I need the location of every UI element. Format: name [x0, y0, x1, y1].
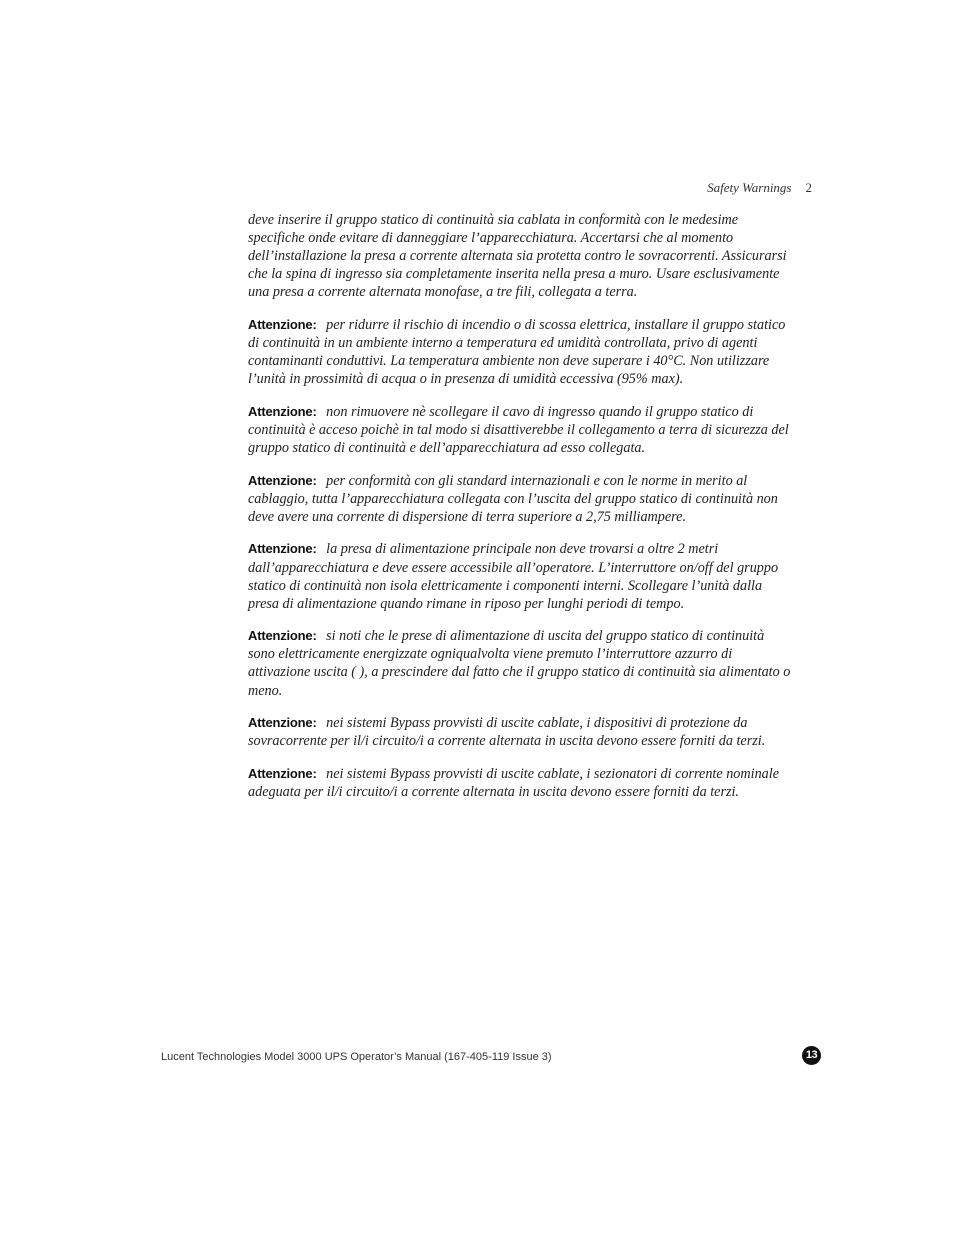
chapter-number: 2 — [805, 180, 812, 195]
warning-paragraph — [248, 714, 793, 750]
warning-text: nei sistemi Bypass provvisti di uscite cablate, i dispositivi di protezione da sovracorrente per il/i circuito/i a corrente alternata in uscita devono essere forniti da terzi. — [248, 715, 766, 750]
document-body — [248, 211, 793, 816]
warning-paragraph — [248, 765, 793, 801]
header-title: Safety Warnings — [707, 180, 792, 195]
warning-text: si noti che le prese di alimentazione di uscita del gruppo statico di continuità sono elettricamente energizzate ogniqualvolta viene premuto l’interruttore azzurro di attivazione uscita ( ), a prescindere dal fatto che il gruppo statico di continuità sia alimentato o meno. — [248, 628, 791, 699]
warning-paragraph — [248, 627, 793, 699]
warning-label: Attenzione: — [248, 765, 317, 781]
warning-label: Attenzione: — [248, 472, 317, 488]
warning-text: nei sistemi Bypass provvisti di uscite cablate, i sezionatori di corrente nominale adeguata per il/i circuito/i a corrente alternata in uscita devono essere forniti da terzi. — [248, 765, 780, 800]
warning-text: per conformità con gli standard internazionali e con le norme in merito al cablaggio, tutta l’apparecchiatura collegata con l’uscita del gruppo statico di continuità non deve avere una corrente di dispersione di terra superiore a 2,75 milliampere. — [248, 472, 778, 525]
intro-paragraph: deve inserire il gruppo statico di continuità sia cablata in conformità con le medesime specifiche onde evitare di danneggiare l’apparecchiatura. Accertarsi che al momento dell’installazione la presa a corrente alternata sia protetta contro le sovracorrenti. Assicurarsi che la spina di ingresso sia completamente inserita nella presa a muro. Usare esclusivamente una presa a corrente alternata monofase, a tre fili, collegata a terra. — [248, 212, 787, 301]
running-header — [707, 180, 812, 196]
warning-label: Attenzione: — [248, 403, 317, 419]
warning-label: Attenzione: — [248, 628, 317, 644]
warning-paragraph — [248, 316, 793, 388]
warning-text: non rimuovere nè scollegare il cavo di ingresso quando il gruppo statico di continuità è acceso poichè in tal modo si disattiverebbe il collegamento a terra di sicurezza del gruppo statico di continuità e dell’apparecchiatura ad esso collegata. — [248, 403, 789, 457]
warning-label: Attenzione: — [248, 316, 317, 332]
warning-paragraph — [248, 472, 793, 526]
warning-text: la presa di alimentazione principale non deve trovarsi a oltre 2 metri dall’apparecchiatura e deve essere accessibile all’operatore. L’interruttore on/off del gruppo statico di continuità non isola elettricamente i componenti interni. Scollegare l’unità dalla presa di alimentazione quando rimane in riposo per lunghi periodi di tempo. — [248, 541, 779, 612]
warning-paragraph — [248, 540, 793, 612]
warning-label: Attenzione: — [248, 541, 317, 557]
page-number-badge: 13 — [802, 1046, 821, 1065]
warning-label: Attenzione: — [248, 715, 317, 731]
footer-text: Lucent Technologies Model 3000 UPS Operator’s Manual (167-405-119 Issue 3) — [161, 1051, 552, 1063]
warning-paragraph — [248, 403, 793, 457]
warning-text: per ridurre il rischio di incendio o di scossa elettrica, installare il gruppo statico di continuità in un ambiente interno a temperatura ed umidità controllata, privo di agenti contaminanti conduttivi. La temperatura ambiente non deve superare i 40°C. Non utilizzare l’unità in prossimità di acqua o in presenza di umidità eccessiva (95% max). — [248, 316, 786, 388]
